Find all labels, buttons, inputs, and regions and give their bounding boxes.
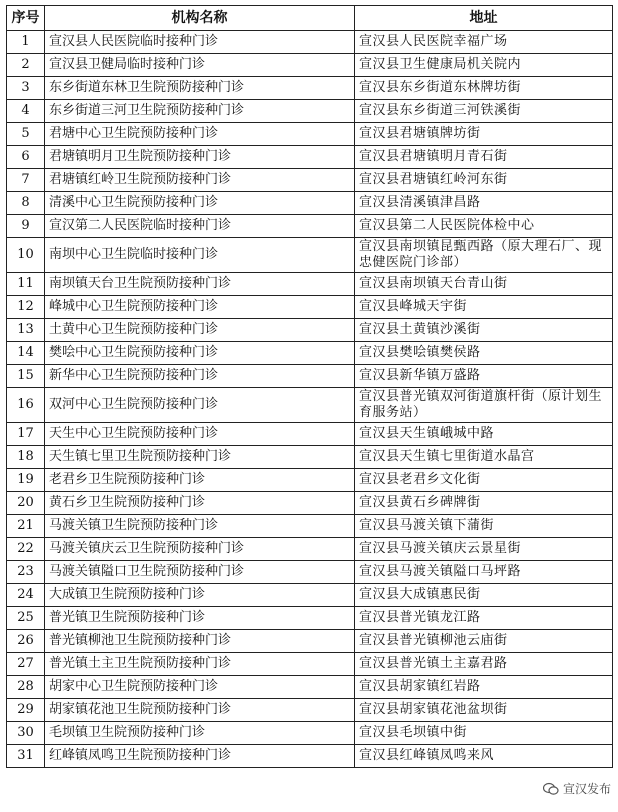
table-row xyxy=(7,515,613,538)
institution-name: 胡家镇花池卫生院预防接种门诊 xyxy=(45,699,355,722)
address: 宣汉县马渡关镇下蒲街 xyxy=(355,515,613,538)
row-index: 10 xyxy=(7,238,45,273)
table-row xyxy=(7,492,613,515)
address: 宣汉县君塘镇明月青石街 xyxy=(355,146,613,169)
address: 宣汉县人民医院幸福广场 xyxy=(355,31,613,54)
row-index: 15 xyxy=(7,365,45,388)
table-row xyxy=(7,54,613,77)
institution-name: 新华中心卫生院预防接种门诊 xyxy=(45,365,355,388)
row-index: 18 xyxy=(7,446,45,469)
address: 宣汉县胡家镇红岩路 xyxy=(355,676,613,699)
address: 宣汉县樊哙镇樊侯路 xyxy=(355,342,613,365)
row-index: 17 xyxy=(7,423,45,446)
address: 宣汉县南坝镇天台青山街 xyxy=(355,273,613,296)
institution-name: 老君乡卫生院预防接种门诊 xyxy=(45,469,355,492)
table-row xyxy=(7,77,613,100)
row-index: 14 xyxy=(7,342,45,365)
wechat-icon xyxy=(543,782,559,796)
vaccination-clinic-table xyxy=(6,5,613,768)
row-index: 9 xyxy=(7,215,45,238)
address: 宣汉县普光镇龙江路 xyxy=(355,607,613,630)
address: 宣汉县马渡关镇隘口马坪路 xyxy=(355,561,613,584)
institution-name: 东乡街道东林卫生院预防接种门诊 xyxy=(45,77,355,100)
row-index: 19 xyxy=(7,469,45,492)
table-row xyxy=(7,653,613,676)
row-index: 1 xyxy=(7,31,45,54)
row-index: 21 xyxy=(7,515,45,538)
address: 宣汉县土黄镇沙溪街 xyxy=(355,319,613,342)
row-index: 13 xyxy=(7,319,45,342)
table-row xyxy=(7,722,613,745)
table-row xyxy=(7,561,613,584)
address: 宣汉县新华镇万盛路 xyxy=(355,365,613,388)
row-index: 24 xyxy=(7,584,45,607)
address: 宣汉县胡家镇花池盆坝街 xyxy=(355,699,613,722)
table-row xyxy=(7,100,613,123)
row-index: 2 xyxy=(7,54,45,77)
address: 宣汉县黄石乡碑牌街 xyxy=(355,492,613,515)
institution-name: 大成镇卫生院预防接种门诊 xyxy=(45,584,355,607)
table-row xyxy=(7,538,613,561)
address: 宣汉县普光镇土主嘉君路 xyxy=(355,653,613,676)
institution-name: 君塘中心卫生院预防接种门诊 xyxy=(45,123,355,146)
table-row xyxy=(7,745,613,768)
row-index: 28 xyxy=(7,676,45,699)
institution-name: 宣汉第二人民医院临时接种门诊 xyxy=(45,215,355,238)
table-row xyxy=(7,607,613,630)
institution-name: 普光镇土主卫生院预防接种门诊 xyxy=(45,653,355,676)
institution-name: 清溪中心卫生院预防接种门诊 xyxy=(45,192,355,215)
row-index: 8 xyxy=(7,192,45,215)
table-row xyxy=(7,584,613,607)
row-index: 6 xyxy=(7,146,45,169)
address: 宣汉县峰城天宇街 xyxy=(355,296,613,319)
address: 宣汉县清溪镇津昌路 xyxy=(355,192,613,215)
table-row xyxy=(7,273,613,296)
institution-name: 君塘镇红岭卫生院预防接种门诊 xyxy=(45,169,355,192)
row-index: 5 xyxy=(7,123,45,146)
table-row xyxy=(7,630,613,653)
address: 宣汉县天生镇七里街道水晶宫 xyxy=(355,446,613,469)
address: 宣汉县马渡关镇庆云景星街 xyxy=(355,538,613,561)
address: 宣汉县君塘镇红岭河东街 xyxy=(355,169,613,192)
row-index: 16 xyxy=(7,388,45,423)
institution-name: 天生中心卫生院预防接种门诊 xyxy=(45,423,355,446)
table-row xyxy=(7,123,613,146)
table-row xyxy=(7,423,613,446)
institution-name: 天生镇七里卫生院预防接种门诊 xyxy=(45,446,355,469)
table-row xyxy=(7,388,613,423)
institution-name: 马渡关镇庆云卫生院预防接种门诊 xyxy=(45,538,355,561)
watermark xyxy=(540,779,614,798)
row-index: 26 xyxy=(7,630,45,653)
row-index: 23 xyxy=(7,561,45,584)
table-row xyxy=(7,319,613,342)
institution-name: 南坝镇天台卫生院预防接种门诊 xyxy=(45,273,355,296)
row-index: 30 xyxy=(7,722,45,745)
table-header-row xyxy=(7,6,613,31)
institution-name: 双河中心卫生院预防接种门诊 xyxy=(45,388,355,423)
address: 宣汉县东乡街道三河铁溪街 xyxy=(355,100,613,123)
institution-name: 宣汉县人民医院临时接种门诊 xyxy=(45,31,355,54)
institution-name: 普光镇柳池卫生院预防接种门诊 xyxy=(45,630,355,653)
row-index: 11 xyxy=(7,273,45,296)
table-body xyxy=(7,31,613,768)
address: 宣汉县天生镇峨城中路 xyxy=(355,423,613,446)
address: 宣汉县东乡街道东林牌坊街 xyxy=(355,77,613,100)
row-index: 7 xyxy=(7,169,45,192)
institution-name: 黄石乡卫生院预防接种门诊 xyxy=(45,492,355,515)
address: 宣汉县南坝镇昆甄西路（原大理石厂、现忠健医院门诊部） xyxy=(355,238,613,273)
row-index: 20 xyxy=(7,492,45,515)
row-index: 4 xyxy=(7,100,45,123)
institution-name: 南坝中心卫生院临时接种门诊 xyxy=(45,238,355,273)
row-index: 31 xyxy=(7,745,45,768)
address: 宣汉县君塘镇牌坊街 xyxy=(355,123,613,146)
table-row xyxy=(7,446,613,469)
address: 宣汉县卫生健康局机关院内 xyxy=(355,54,613,77)
table-row xyxy=(7,342,613,365)
table-row xyxy=(7,469,613,492)
institution-name: 土黄中心卫生院预防接种门诊 xyxy=(45,319,355,342)
table-row xyxy=(7,365,613,388)
row-index: 12 xyxy=(7,296,45,319)
row-index: 29 xyxy=(7,699,45,722)
address: 宣汉县第二人民医院体检中心 xyxy=(355,215,613,238)
institution-name: 红峰镇凤鸣卫生院预防接种门诊 xyxy=(45,745,355,768)
institution-name: 樊哙中心卫生院预防接种门诊 xyxy=(45,342,355,365)
table-row xyxy=(7,146,613,169)
address: 宣汉县老君乡文化街 xyxy=(355,469,613,492)
header-institution-name: 机构名称 xyxy=(45,6,355,31)
table-row xyxy=(7,192,613,215)
institution-name: 普光镇卫生院预防接种门诊 xyxy=(45,607,355,630)
institution-name: 峰城中心卫生院预防接种门诊 xyxy=(45,296,355,319)
address: 宣汉县毛坝镇中街 xyxy=(355,722,613,745)
watermark-text: 宣汉发布 xyxy=(562,782,611,796)
institution-name: 马渡关镇隘口卫生院预防接种门诊 xyxy=(45,561,355,584)
row-index: 22 xyxy=(7,538,45,561)
table-row xyxy=(7,676,613,699)
institution-name: 君塘镇明月卫生院预防接种门诊 xyxy=(45,146,355,169)
row-index: 3 xyxy=(7,77,45,100)
address: 宣汉县普光镇双河街道旗杆街（原计划生育服务站） xyxy=(355,388,613,423)
table-row xyxy=(7,699,613,722)
institution-name: 东乡街道三河卫生院预防接种门诊 xyxy=(45,100,355,123)
institution-name: 宣汉县卫健局临时接种门诊 xyxy=(45,54,355,77)
row-index: 27 xyxy=(7,653,45,676)
header-address: 地址 xyxy=(355,6,613,31)
header-index: 序号 xyxy=(7,6,45,31)
table-row xyxy=(7,31,613,54)
row-index: 25 xyxy=(7,607,45,630)
address: 宣汉县大成镇惠民街 xyxy=(355,584,613,607)
table-row xyxy=(7,296,613,319)
table-row xyxy=(7,238,613,273)
address: 宣汉县普光镇柳池云庙街 xyxy=(355,630,613,653)
institution-name: 毛坝镇卫生院预防接种门诊 xyxy=(45,722,355,745)
table-row xyxy=(7,215,613,238)
institution-name: 马渡关镇卫生院预防接种门诊 xyxy=(45,515,355,538)
address: 宣汉县红峰镇凤鸣来风 xyxy=(355,745,613,768)
institution-name: 胡家中心卫生院预防接种门诊 xyxy=(45,676,355,699)
table-row xyxy=(7,169,613,192)
